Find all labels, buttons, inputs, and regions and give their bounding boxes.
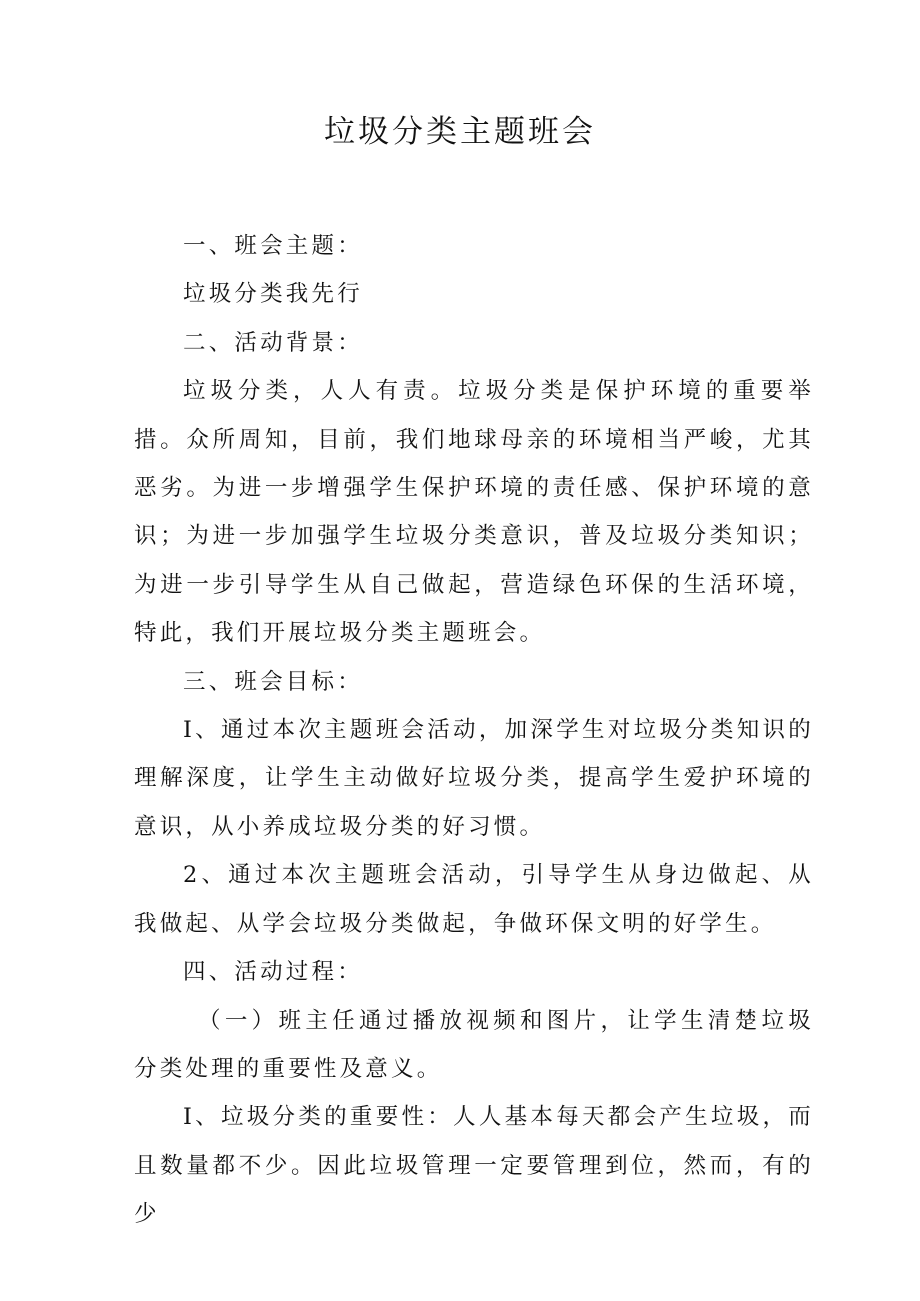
background-paragraph: 垃圾分类，人人有责。垃圾分类是保护环境的重要举措。众所周知，目前，我们地球母亲的环境相当严峻，尤其恶劣。为进一步增强学生保护环境的责任感、保护环境的意识；为进一步加强学生垃圾分类意识，普及垃圾分类知识；为进一步引导学生从自己做起，营造绿色环保的生活环境，特此，我们开展垃圾分类主题班会。 (134, 378, 814, 647)
theme-text: 垃圾分类我先行 (183, 281, 363, 308)
section-heading-process: 四、活动过程： (183, 959, 363, 986)
document-body (134, 222, 814, 1239)
section-heading-background: 二、活动背景： (183, 329, 363, 356)
section-heading-goals: 三、班会目标： (183, 668, 363, 695)
section-heading-theme: 一、班会主题： (183, 233, 363, 259)
importance-paragraph: I、垃圾分类的重要性：人人基本每天都会产生垃圾，而且数量都不少。因此垃圾管理一定要管理到位，然而，有的少 (134, 1104, 814, 1228)
goal-item-2: 2、通过本次主题班会活动，引导学生从身边做起、从我做起、从学会垃圾分类做起，争做环保文明的好学生。 (134, 862, 814, 937)
goal-item-1: I、通过本次主题班会活动，加深学生对垃圾分类知识的理解深度，让学生主动做好垃圾分类，提高学生爱护环境的意识，从小养成垃圾分类的好习惯。 (134, 717, 814, 840)
process-step-1: （一）班主任通过播放视频和图片，让学生清楚垃圾分类处理的重要性及意义。 (134, 1007, 814, 1082)
document-title: 垃圾分类主题班会 (324, 114, 596, 150)
